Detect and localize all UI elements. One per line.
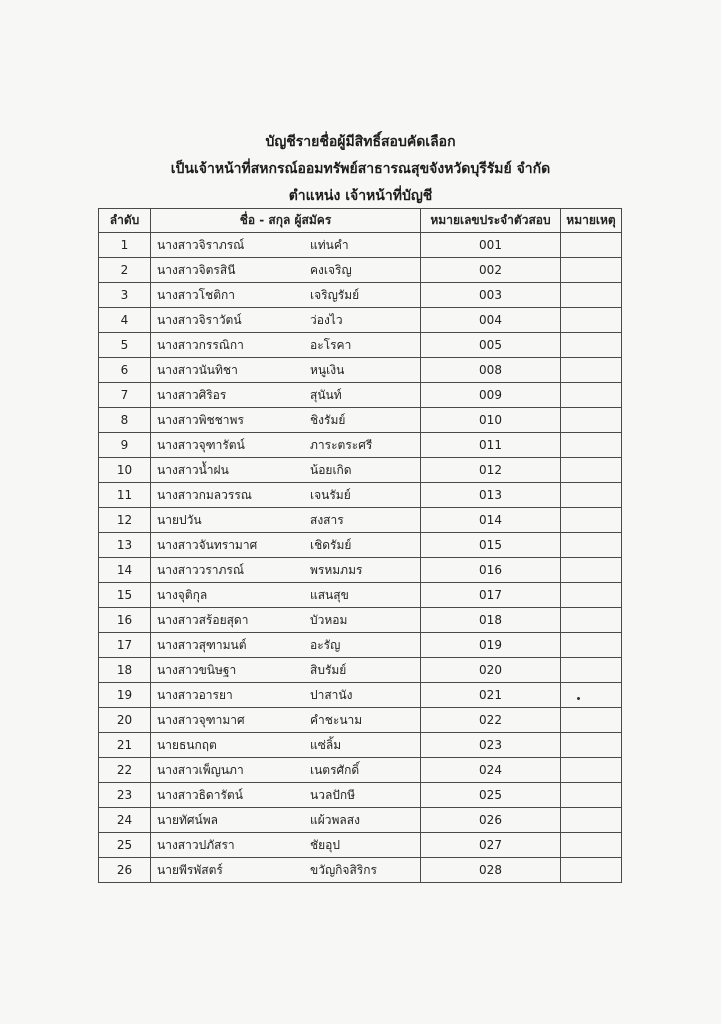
row-order: 15 bbox=[99, 583, 151, 608]
row-order: 25 bbox=[99, 833, 151, 858]
table-row bbox=[99, 283, 622, 308]
row-exam-id: 027 bbox=[421, 833, 561, 858]
row-exam-id: 013 bbox=[421, 483, 561, 508]
document-subtitle: เป็นเจ้าหน้าที่สหกรณ์ออมทรัพย์สาธารณสุขจังหวัดบุรีรัมย์ จำกัด bbox=[170, 161, 551, 177]
row-remark bbox=[561, 783, 622, 808]
row-remark bbox=[561, 308, 622, 333]
row-candidate-name bbox=[151, 758, 421, 783]
candidate-first-name: นางสาวโชติกา bbox=[157, 287, 235, 302]
row-exam-id: 003 bbox=[421, 283, 561, 308]
table-row bbox=[99, 683, 622, 708]
candidate-last-name: อะโรคา bbox=[310, 337, 352, 352]
candidate-first-name: นายทัศน์พล bbox=[157, 812, 218, 827]
candidate-first-name: นางสาวเพ็ญนภา bbox=[157, 762, 244, 777]
table-row bbox=[99, 258, 622, 283]
row-exam-id: 001 bbox=[421, 233, 561, 258]
row-exam-id: 011 bbox=[421, 433, 561, 458]
position-title: ตำแหน่ง เจ้าหน้าที่บัญชี bbox=[288, 188, 433, 204]
candidate-last-name: ชิงรัมย์ bbox=[310, 412, 346, 427]
stray-mark bbox=[577, 697, 580, 700]
row-remark bbox=[561, 508, 622, 533]
row-remark bbox=[561, 258, 622, 283]
row-order: 1 bbox=[99, 233, 151, 258]
row-exam-id: 024 bbox=[421, 758, 561, 783]
row-order: 10 bbox=[99, 458, 151, 483]
candidate-first-name: นายพีรพัสตร์ bbox=[157, 862, 223, 877]
candidate-last-name: นวลปักษี bbox=[310, 787, 356, 802]
row-candidate-name bbox=[151, 808, 421, 833]
row-remark bbox=[561, 733, 622, 758]
candidate-last-name: แท่นคำ bbox=[310, 237, 349, 252]
table-row bbox=[99, 458, 622, 483]
row-remark bbox=[561, 433, 622, 458]
row-remark bbox=[561, 533, 622, 558]
table-row bbox=[99, 533, 622, 558]
row-candidate-name bbox=[151, 558, 421, 583]
candidate-first-name: นางสาวกมลวรรณ bbox=[157, 487, 252, 502]
row-remark bbox=[561, 458, 622, 483]
table-row bbox=[99, 333, 622, 358]
row-exam-id: 016 bbox=[421, 558, 561, 583]
row-order: 6 bbox=[99, 358, 151, 383]
table-row bbox=[99, 433, 622, 458]
table-row bbox=[99, 358, 622, 383]
candidate-first-name: นางสาวจิราภรณ์ bbox=[157, 237, 245, 252]
candidate-last-name: หนูเงิน bbox=[310, 362, 345, 377]
table-row bbox=[99, 783, 622, 808]
row-exam-id: 020 bbox=[421, 658, 561, 683]
row-remark bbox=[561, 333, 622, 358]
candidate-first-name: นางสาวกรรณิกา bbox=[157, 337, 244, 352]
row-candidate-name bbox=[151, 708, 421, 733]
row-candidate-name bbox=[151, 383, 421, 408]
row-order: 17 bbox=[99, 633, 151, 658]
candidate-first-name: นางสาวพิชชาพร bbox=[157, 412, 244, 427]
candidate-first-name: นางสาวสุฑามนต์ bbox=[157, 637, 247, 652]
row-order: 3 bbox=[99, 283, 151, 308]
row-candidate-name bbox=[151, 833, 421, 858]
row-order: 8 bbox=[99, 408, 151, 433]
candidate-first-name: นางสาวอารยา bbox=[157, 687, 233, 702]
candidate-first-name: นางสาวจุฑามาศ bbox=[157, 712, 245, 727]
candidate-first-name: นางสาวสร้อยสุดา bbox=[157, 612, 249, 627]
row-candidate-name bbox=[151, 458, 421, 483]
candidate-last-name: ปาสานัง bbox=[310, 687, 353, 702]
candidate-last-name: เนตรศักดิ์ bbox=[310, 762, 360, 777]
table-row bbox=[99, 658, 622, 683]
table-row bbox=[99, 708, 622, 733]
row-exam-id: 014 bbox=[421, 508, 561, 533]
row-exam-id: 004 bbox=[421, 308, 561, 333]
candidate-first-name: นางสาวขนิษฐา bbox=[157, 662, 237, 677]
row-order: 7 bbox=[99, 383, 151, 408]
candidate-first-name: นางสาวจันทรามาศ bbox=[157, 537, 258, 552]
row-order: 26 bbox=[99, 858, 151, 883]
row-order: 11 bbox=[99, 483, 151, 508]
row-candidate-name bbox=[151, 258, 421, 283]
candidate-last-name: สงสาร bbox=[310, 512, 344, 527]
row-exam-id: 026 bbox=[421, 808, 561, 833]
row-candidate-name bbox=[151, 858, 421, 883]
row-remark bbox=[561, 758, 622, 783]
candidate-first-name: นางสาววราภรณ์ bbox=[157, 562, 245, 577]
row-exam-id: 023 bbox=[421, 733, 561, 758]
row-candidate-name bbox=[151, 283, 421, 308]
candidate-first-name: นางสาวธิดารัตน์ bbox=[157, 787, 243, 802]
row-candidate-name bbox=[151, 508, 421, 533]
table-row bbox=[99, 633, 622, 658]
row-candidate-name bbox=[151, 658, 421, 683]
row-exam-id: 010 bbox=[421, 408, 561, 433]
candidate-last-name: เจริญรัมย์ bbox=[310, 287, 360, 302]
table-row bbox=[99, 608, 622, 633]
candidate-last-name: เจนรัมย์ bbox=[310, 487, 351, 502]
row-candidate-name bbox=[151, 483, 421, 508]
row-remark bbox=[561, 683, 622, 708]
row-candidate-name bbox=[151, 533, 421, 558]
row-remark bbox=[561, 233, 622, 258]
header-order: ลำดับ bbox=[99, 209, 151, 233]
row-order: 19 bbox=[99, 683, 151, 708]
row-candidate-name bbox=[151, 608, 421, 633]
candidate-first-name: นางสาวนันทิชา bbox=[157, 362, 238, 377]
table-row bbox=[99, 383, 622, 408]
row-remark bbox=[561, 558, 622, 583]
row-remark bbox=[561, 708, 622, 733]
row-exam-id: 017 bbox=[421, 583, 561, 608]
row-exam-id: 015 bbox=[421, 533, 561, 558]
row-remark bbox=[561, 808, 622, 833]
candidate-last-name: เชิดรัมย์ bbox=[310, 537, 352, 552]
candidate-first-name: นางสาวจิราวัตน์ bbox=[157, 312, 242, 327]
row-order: 4 bbox=[99, 308, 151, 333]
candidate-last-name: ภาระตระศรี bbox=[310, 437, 373, 452]
row-order: 14 bbox=[99, 558, 151, 583]
row-order: 20 bbox=[99, 708, 151, 733]
row-candidate-name bbox=[151, 783, 421, 808]
candidate-last-name: อะรัญ bbox=[310, 637, 341, 652]
candidate-first-name: นางสาวน้ำฝน bbox=[157, 462, 229, 477]
table-row bbox=[99, 808, 622, 833]
row-candidate-name bbox=[151, 683, 421, 708]
row-remark bbox=[561, 383, 622, 408]
row-remark bbox=[561, 833, 622, 858]
row-order: 13 bbox=[99, 533, 151, 558]
table-header-row bbox=[99, 209, 622, 233]
row-exam-id: 019 bbox=[421, 633, 561, 658]
table-row bbox=[99, 508, 622, 533]
row-remark bbox=[561, 358, 622, 383]
row-order: 2 bbox=[99, 258, 151, 283]
candidate-last-name: พรหมภมร bbox=[310, 562, 363, 577]
candidate-last-name: คำชะนาม bbox=[310, 712, 363, 727]
header-exam-id: หมายเลขประจำตัวสอบ bbox=[421, 209, 561, 233]
row-candidate-name bbox=[151, 633, 421, 658]
candidate-first-name: นางสาวศิริอร bbox=[157, 387, 227, 402]
row-exam-id: 012 bbox=[421, 458, 561, 483]
row-remark bbox=[561, 858, 622, 883]
row-order: 22 bbox=[99, 758, 151, 783]
row-exam-id: 018 bbox=[421, 608, 561, 633]
row-remark bbox=[561, 608, 622, 633]
candidate-last-name: สุนันท์ bbox=[310, 387, 342, 402]
row-remark bbox=[561, 483, 622, 508]
row-exam-id: 005 bbox=[421, 333, 561, 358]
candidate-last-name: แซ่ลิ้ม bbox=[310, 737, 342, 752]
row-candidate-name bbox=[151, 358, 421, 383]
document-title: บัญชีรายชื่อผู้มีสิทธิ์สอบคัดเลือก bbox=[265, 134, 456, 150]
row-order: 23 bbox=[99, 783, 151, 808]
candidate-last-name: ขวัญกิจสิริกร bbox=[310, 862, 377, 877]
row-candidate-name bbox=[151, 308, 421, 333]
table-row bbox=[99, 308, 622, 333]
candidate-last-name: คงเจริญ bbox=[310, 262, 352, 277]
candidate-last-name: ว่องไว bbox=[310, 312, 343, 327]
table-row bbox=[99, 833, 622, 858]
row-order: 24 bbox=[99, 808, 151, 833]
row-exam-id: 008 bbox=[421, 358, 561, 383]
table-row bbox=[99, 583, 622, 608]
row-order: 18 bbox=[99, 658, 151, 683]
row-order: 9 bbox=[99, 433, 151, 458]
row-order: 16 bbox=[99, 608, 151, 633]
row-order: 21 bbox=[99, 733, 151, 758]
row-candidate-name bbox=[151, 583, 421, 608]
table-row bbox=[99, 758, 622, 783]
row-candidate-name bbox=[151, 233, 421, 258]
row-exam-id: 022 bbox=[421, 708, 561, 733]
candidate-first-name: นางสาวจุฑารัตน์ bbox=[157, 437, 245, 452]
row-remark bbox=[561, 658, 622, 683]
candidate-last-name: สิบรัมย์ bbox=[310, 662, 347, 677]
row-remark bbox=[561, 283, 622, 308]
row-exam-id: 002 bbox=[421, 258, 561, 283]
row-order: 5 bbox=[99, 333, 151, 358]
row-candidate-name bbox=[151, 733, 421, 758]
candidate-first-name: นางสาวจิตรสินี bbox=[157, 262, 236, 277]
candidate-first-name: นายปวัน bbox=[157, 512, 202, 527]
header-remark: หมายเหตุ bbox=[561, 209, 622, 233]
header-name: ชื่อ - สกุล ผู้สมัคร bbox=[151, 209, 421, 233]
row-remark bbox=[561, 583, 622, 608]
row-exam-id: 028 bbox=[421, 858, 561, 883]
candidate-last-name: บัวหอม bbox=[310, 612, 348, 627]
table-row bbox=[99, 733, 622, 758]
table-row bbox=[99, 858, 622, 883]
table-row bbox=[99, 233, 622, 258]
candidate-first-name: นายธนกฤต bbox=[157, 737, 217, 752]
candidate-last-name: แสนสุข bbox=[310, 587, 349, 602]
row-candidate-name bbox=[151, 408, 421, 433]
row-remark bbox=[561, 408, 622, 433]
row-candidate-name bbox=[151, 333, 421, 358]
row-exam-id: 025 bbox=[421, 783, 561, 808]
row-exam-id: 021 bbox=[421, 683, 561, 708]
candidate-table bbox=[98, 208, 622, 883]
table-row bbox=[99, 558, 622, 583]
row-candidate-name bbox=[151, 433, 421, 458]
table-row bbox=[99, 483, 622, 508]
candidate-last-name: แผ้วพลสง bbox=[310, 812, 360, 827]
table-row bbox=[99, 408, 622, 433]
candidate-first-name: นางสาวปภัสรา bbox=[157, 837, 235, 852]
candidate-last-name: น้อยเกิด bbox=[310, 462, 352, 477]
row-exam-id: 009 bbox=[421, 383, 561, 408]
row-order: 12 bbox=[99, 508, 151, 533]
row-remark bbox=[561, 633, 622, 658]
candidate-last-name: ชัยอุป bbox=[310, 837, 340, 852]
candidate-first-name: นางจุติกุล bbox=[157, 587, 208, 602]
